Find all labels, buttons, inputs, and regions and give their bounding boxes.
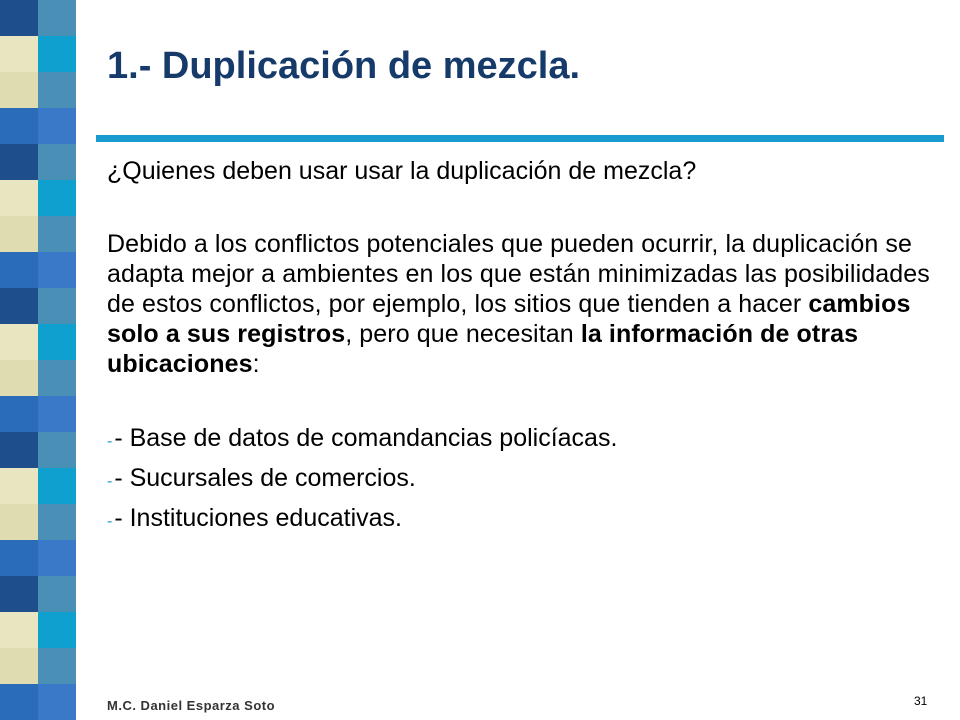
stripe-block bbox=[0, 360, 38, 396]
stripe-block bbox=[38, 648, 76, 684]
stripe-block bbox=[38, 324, 76, 360]
stripe-block bbox=[38, 612, 76, 648]
stripe-block bbox=[38, 396, 76, 432]
stripe-block bbox=[0, 648, 38, 684]
stripe-block bbox=[0, 576, 38, 612]
stripe-block bbox=[0, 108, 38, 144]
paragraph-run: Debido a los conflictos potenciales que pueden ocurrir, la duplicación se adapta mejor a ambientes en los que están minimizadas las posibilidades de estos conflictos, por ejemplo, los sitios que tienden a hacer bbox=[107, 230, 930, 318]
slide-title: 1.- Duplicación de mezcla. bbox=[107, 45, 581, 87]
bullet-marker: - bbox=[107, 473, 113, 490]
paragraph-run-bold: cambios solo a sus registros bbox=[107, 290, 911, 348]
list-item-text: - Instituciones educativas. bbox=[114, 504, 402, 532]
stripe-block bbox=[38, 576, 76, 612]
stripe-block bbox=[38, 432, 76, 468]
bullet-marker: - bbox=[107, 433, 113, 450]
bullet-list bbox=[107, 423, 937, 543]
paragraph-run-bold: la información de otras ubicaciones bbox=[107, 320, 859, 378]
paragraph-run: , pero que necesitan bbox=[345, 320, 581, 348]
stripe-block bbox=[0, 144, 38, 180]
stripe-block bbox=[38, 684, 76, 720]
stripe-block bbox=[38, 180, 76, 216]
stripe-block bbox=[0, 396, 38, 432]
stripe-block bbox=[38, 504, 76, 540]
stripe-block bbox=[0, 504, 38, 540]
stripe-block bbox=[38, 360, 76, 396]
stripe-block bbox=[0, 0, 38, 36]
stripe-block bbox=[0, 252, 38, 288]
list-item bbox=[107, 423, 937, 463]
paragraph-run: : bbox=[252, 350, 260, 378]
list-item bbox=[107, 463, 937, 503]
stripe-block bbox=[38, 0, 76, 36]
stripe-block bbox=[38, 540, 76, 576]
stripe-block bbox=[0, 432, 38, 468]
stripe-block bbox=[0, 72, 38, 108]
list-item bbox=[107, 503, 937, 543]
stripe-block bbox=[0, 216, 38, 252]
stripe-block bbox=[38, 108, 76, 144]
stripe-block bbox=[38, 468, 76, 504]
body-paragraph bbox=[107, 229, 937, 379]
page-number: 31 bbox=[914, 694, 928, 708]
stripe-block bbox=[38, 72, 76, 108]
stripe-block bbox=[0, 684, 38, 720]
stripe-block bbox=[0, 612, 38, 648]
footer-author: M.C. Daniel Esparza Soto bbox=[107, 698, 276, 713]
stripe-block bbox=[38, 36, 76, 72]
stripe-block bbox=[38, 144, 76, 180]
list-item-text: - Sucursales de comercios. bbox=[114, 464, 416, 492]
bullet-marker: - bbox=[107, 513, 113, 530]
title-underline-rule bbox=[96, 135, 944, 142]
stripe-block bbox=[0, 324, 38, 360]
stripe-block bbox=[0, 288, 38, 324]
stripe-block bbox=[38, 288, 76, 324]
stripe-block bbox=[0, 36, 38, 72]
stripe-block bbox=[0, 468, 38, 504]
list-item-text: - Base de datos de comandancias policíacas. bbox=[114, 424, 618, 452]
stripe-block bbox=[0, 180, 38, 216]
decorative-stripe-column bbox=[0, 0, 76, 720]
question-text: ¿Quienes deben usar usar la duplicación de mezcla? bbox=[107, 157, 697, 185]
stripe-block bbox=[38, 252, 76, 288]
stripe-block bbox=[38, 216, 76, 252]
stripe-block bbox=[0, 540, 38, 576]
